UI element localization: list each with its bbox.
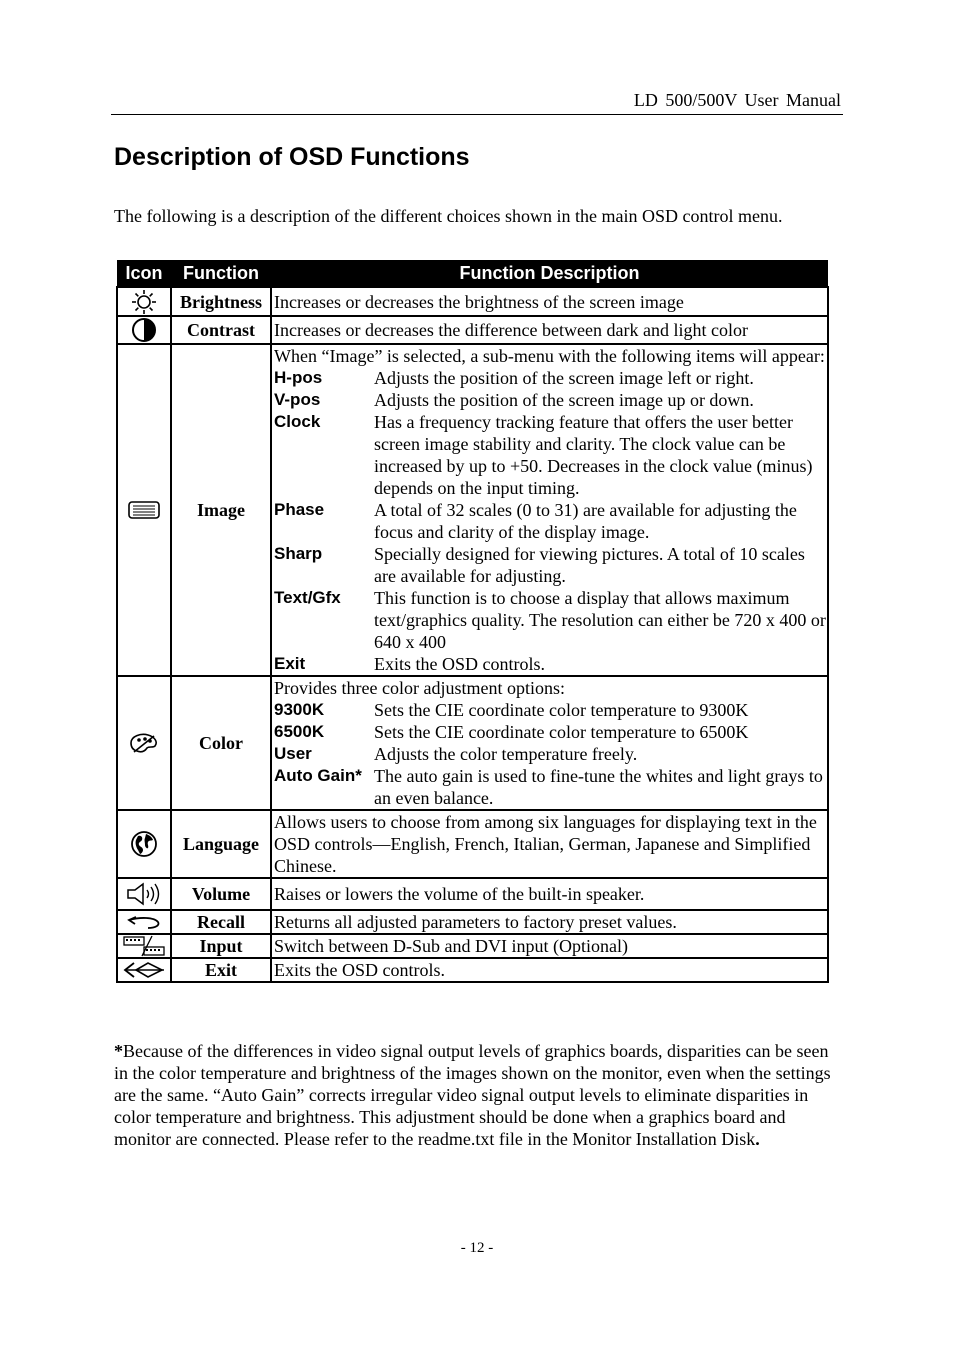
- submenu-intro: When “Image” is selected, a sub-menu with the following items will appear:: [274, 346, 825, 366]
- page-number: - 12 -: [460, 1240, 494, 1256]
- globe-icon: [118, 830, 170, 858]
- submenu-value: This function is to choose a display that allows maximum text/graphics quality. The resolution can either be 720 x 400 or 640 x 400: [374, 588, 826, 652]
- footnote-end: .: [755, 1129, 760, 1149]
- submenu-value: Exits the OSD controls.: [374, 654, 545, 674]
- header-description: Function Description: [271, 260, 828, 287]
- footnote-marker: *: [114, 1041, 123, 1061]
- table-header-row: [117, 260, 828, 287]
- running-header: LD 500/500V User Manual: [633, 90, 841, 110]
- submenu-key: H-pos: [274, 368, 323, 387]
- palette-icon: [118, 732, 170, 754]
- submenu-value: Has a frequency tracking feature that offers the user better screen image stability and clarity. The clock value can be increased by up to +50. Decreases in the clock value (minus) depends on the input timing.: [374, 412, 813, 498]
- page-title: Description of OSD Functions: [114, 143, 470, 171]
- function-name: Contrast: [171, 316, 271, 344]
- function-description: Switch between D-Sub and DVI input (Optional): [271, 934, 828, 958]
- submenu-item-auto-gain: [274, 765, 827, 809]
- submenu-item-sharp: [274, 543, 827, 587]
- submenu-key: Auto Gain*: [274, 766, 362, 785]
- submenu-value: Sets the CIE coordinate color temperature to 9300K: [374, 700, 749, 720]
- submenu-key: Phase: [274, 500, 325, 519]
- intro-paragraph: The following is a description of the different choices shown in the main OSD control menu.: [114, 206, 783, 226]
- icon-cell: [117, 878, 171, 910]
- submenu-item-9300k: [274, 699, 827, 721]
- submenu-intro: Provides three color adjustment options:: [274, 678, 565, 698]
- submenu-item-text-gfx: [274, 587, 827, 653]
- submenu-value: A total of 32 scales (0 to 31) are available for adjusting the focus and clarity of the display image.: [374, 500, 797, 542]
- recall-arrow-icon: [118, 913, 170, 931]
- submenu-item-user: [274, 743, 827, 765]
- submenu-key: 6500K: [274, 722, 325, 741]
- table-row: [117, 316, 828, 344]
- submenu-value: The auto gain is used to fine-tune the whites and light grays to an even balance.: [374, 766, 823, 808]
- icon-cell: [117, 316, 171, 344]
- function-description: Increases or decreases the brightness of the screen image: [271, 287, 828, 316]
- header-rule: [111, 114, 843, 115]
- icon-cell: [117, 810, 171, 878]
- table-row: [117, 878, 828, 910]
- function-description: Raises or lowers the volume of the built-in speaker.: [271, 878, 828, 910]
- function-description: [271, 344, 828, 676]
- function-description: Allows users to choose from among six languages for displaying text in the OSD controls—English, French, Italian, German, Japanese and Simplified Chinese.: [271, 810, 828, 878]
- function-name: Language: [171, 810, 271, 878]
- submenu-key: Sharp: [274, 544, 323, 563]
- image-icon: [118, 501, 170, 519]
- submenu-key: User: [274, 744, 312, 763]
- footnote: [114, 1040, 844, 1150]
- exit-arrow-icon: [118, 960, 170, 980]
- submenu-value: Adjusts the position of the screen image left or right.: [374, 368, 754, 388]
- submenu-value: Adjusts the color temperature freely.: [374, 744, 638, 764]
- submenu-key: V-pos: [274, 390, 321, 409]
- icon-cell: [117, 676, 171, 810]
- header-function: Function: [171, 260, 271, 287]
- osd-functions-table: [116, 260, 829, 983]
- submenu-item-6500k: [274, 721, 827, 743]
- table-row: [117, 676, 828, 810]
- icon-cell: [117, 934, 171, 958]
- speaker-icon: [118, 881, 170, 907]
- submenu-value: Adjusts the position of the screen image up or down.: [374, 390, 754, 410]
- function-name: Recall: [171, 910, 271, 934]
- submenu-key: Text/Gfx: [274, 588, 341, 607]
- submenu-value: Specially designed for viewing pictures. A total of 10 scales are available for adjusting.: [374, 544, 805, 586]
- table-row: [117, 810, 828, 878]
- submenu-key: 9300K: [274, 700, 325, 719]
- function-description: Exits the OSD controls.: [271, 958, 828, 982]
- function-name: Volume: [171, 878, 271, 910]
- header-icon: Icon: [117, 260, 171, 287]
- table-row: [117, 287, 828, 316]
- icon-cell: [117, 910, 171, 934]
- submenu-item-hpos: [274, 367, 827, 389]
- icon-cell: [117, 287, 171, 316]
- function-name: Color: [171, 676, 271, 810]
- function-description: [271, 676, 828, 810]
- function-name: Exit: [171, 958, 271, 982]
- submenu-item-clock: [274, 411, 827, 499]
- function-description: Increases or decreases the difference between dark and light color: [271, 316, 828, 344]
- icon-cell: [117, 958, 171, 982]
- function-name: Brightness: [171, 287, 271, 316]
- half-circle-icon: [118, 317, 170, 343]
- input-connector-icon: [118, 935, 170, 957]
- table-row: [117, 934, 828, 958]
- function-description: Returns all adjusted parameters to factory preset values.: [271, 910, 828, 934]
- table-row: [117, 344, 828, 676]
- submenu-item-exit: [274, 653, 827, 675]
- submenu-key: Clock: [274, 412, 321, 431]
- submenu-item-vpos: [274, 389, 827, 411]
- submenu-value: Sets the CIE coordinate color temperature to 6500K: [374, 722, 749, 742]
- submenu-key: Exit: [274, 654, 306, 673]
- icon-cell: [117, 344, 171, 676]
- submenu-item-phase: [274, 499, 827, 543]
- function-name: Image: [171, 344, 271, 676]
- function-name: Input: [171, 934, 271, 958]
- table-row: [117, 958, 828, 982]
- footnote-text: Because of the differences in video signal output levels of graphics boards, disparities can be seen in the color temperature and brightness of the images shown on the monitor, even when the settings are the same. “Auto Gain” corrects irregular video signal output levels to eliminate disparities in color temperature and brightness. This adjustment should be done when a graphics board and monitor are connected. Please refer to the readme.txt file in the Monitor Installation Disk: [114, 1041, 831, 1149]
- sun-icon: [118, 289, 170, 315]
- table-row: [117, 910, 828, 934]
